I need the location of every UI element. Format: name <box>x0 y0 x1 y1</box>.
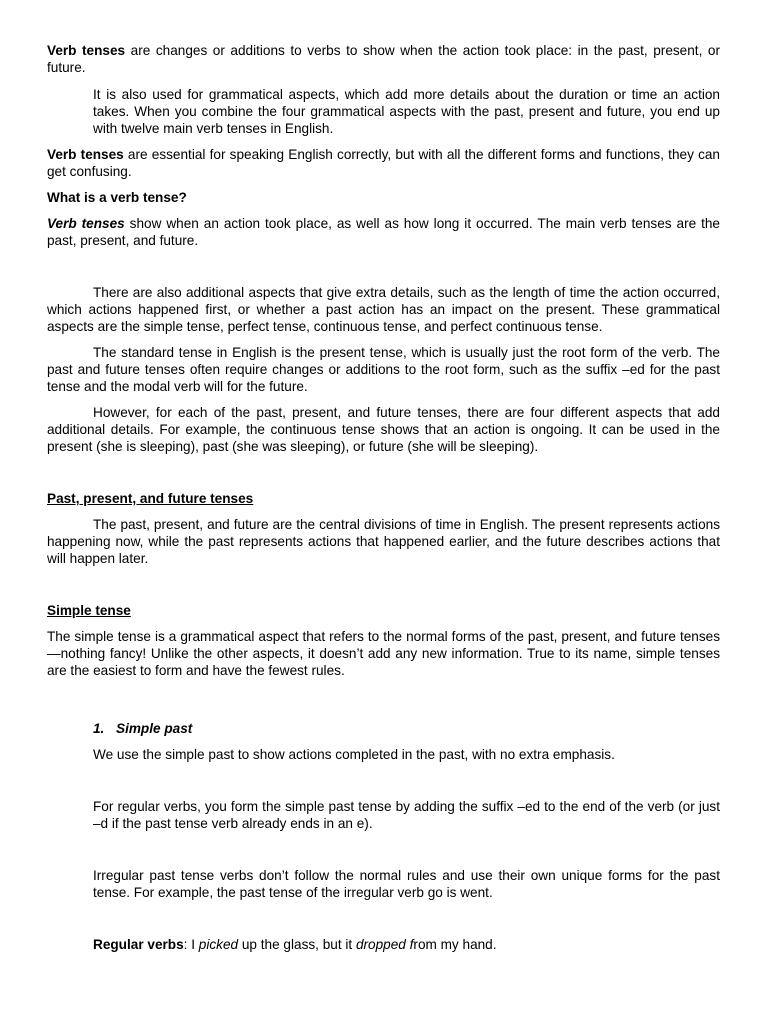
list-title: Simple past <box>116 721 193 736</box>
term-verb-tenses: Verb tenses <box>47 43 126 58</box>
simple-past-usage-paragraph: We use the simple past to show actions completed in the past, with no extra emphasis. <box>93 747 615 762</box>
regular-verbs-paragraph: For regular verbs, you form the simple past tense by adding the suffix –ed to the end of the verb (or just –d if the past tense verb already ends in an e). <box>93 799 720 831</box>
example-label: Regular verbs <box>93 937 184 952</box>
example-verb-dropped: dropped <box>355 937 406 952</box>
four-aspects-paragraph: However, for each of the past, present, and future tenses, there are four different aspects that add additional details. For example, the continuous tense shows that an action is ongoing. It can be used in the present (she is sleeping), past (she was sleeping), or future (she will be sleeping). <box>47 405 720 454</box>
intro-text: are changes or additions to verbs to show when the action took place: in the past, present, or future. <box>47 43 720 75</box>
irregular-verbs-paragraph: Irregular past tense verbs don’t follow the normal rules and use their own unique forms for the past tense. For example, the past tense of the irregular verb go is went. <box>93 868 720 900</box>
definition-paragraph <box>47 215 720 249</box>
simple-tense-paragraph: The simple tense is a grammatical aspect that refers to the normal forms of the past, present, and future tenses—nothing fancy! Unlike the other aspects, it doesn’t add any new information. True to its name, simple tenses are the easiest to form and have the fewest rules. <box>47 629 720 678</box>
example-text: up the glass, but it <box>238 937 356 952</box>
term-verb-tenses: Verb tenses <box>47 216 125 231</box>
central-divisions-paragraph: The past, present, and future are the central divisions of time in English. The present represents actions happening now, while the past represents actions that happened earlier, and the future describes actions that will happen later. <box>47 517 720 566</box>
essential-paragraph <box>47 146 720 180</box>
list-item-simple-past <box>93 720 720 737</box>
additional-aspects-paragraph: There are also additional aspects that give extra details, such as the length of time the action occurred, which actions happened first, or whether a past action has an impact on the present. These grammatical aspects are the simple tense, perfect tense, continuous tense, and perfect continuous tense. <box>47 285 720 334</box>
definition-text: show when an action took place, as well as how long it occurred. The main verb tenses are the past, present, and future. <box>47 216 720 248</box>
heading-what-is-verb-tense: What is a verb tense? <box>47 190 187 205</box>
intro-paragraph <box>47 42 720 76</box>
heading-simple-tense: Simple tense <box>47 603 131 618</box>
heading-past-present-future: Past, present, and future tenses <box>47 491 254 506</box>
term-verb-tenses: Verb tenses <box>47 147 124 162</box>
essential-text: are essential for speaking English correctly, but with all the different forms and functions, they can get confusing. <box>47 147 720 179</box>
aspects-paragraph: It is also used for grammatical aspects, which add more details about the duration or time an action takes. When you combine the four grammatical aspects with the past, present and future, you end up with twelve main verb tenses in English. <box>93 87 720 136</box>
regular-verbs-example <box>93 936 720 953</box>
example-text: : I <box>183 937 199 952</box>
example-verb-picked: picked <box>198 937 239 952</box>
example-text: rom my hand. <box>413 937 497 952</box>
document-page <box>47 42 720 953</box>
list-number: 1. <box>93 721 105 736</box>
standard-tense-paragraph: The standard tense in English is the present tense, which is usually just the root form of the verb. The past and future tenses often require changes or additions to the root form, such as the suffix –ed for the past tense and the modal verb will for the future. <box>47 345 720 394</box>
example-text: f <box>405 937 414 952</box>
